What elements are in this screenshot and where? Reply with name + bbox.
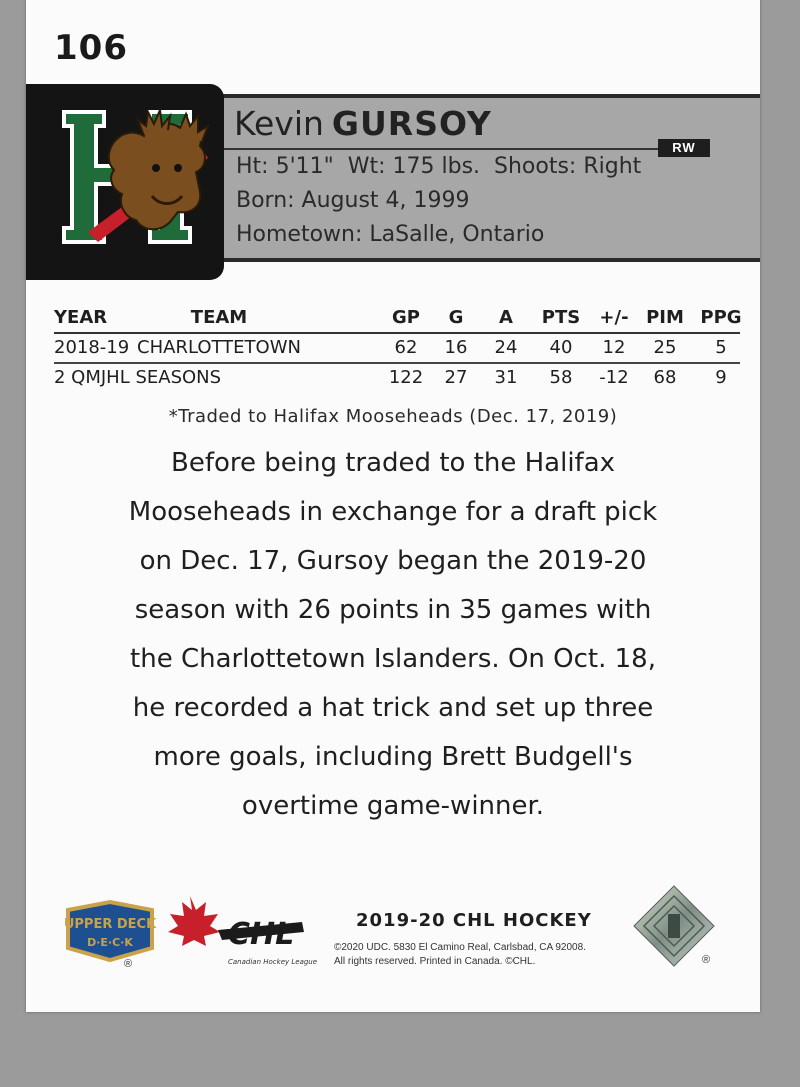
player-name (234, 104, 492, 143)
stats-cell-a: 24 (494, 337, 518, 358)
stats-cell-g: 27 (444, 367, 468, 388)
upper-deck-logo-text: UPPER DECK (63, 917, 157, 932)
blurb-line: Before being traded to the Halifax (170, 448, 616, 478)
stats-header-pts: PTS (541, 307, 581, 328)
stats-cell-ppg: 9 (715, 367, 727, 388)
stats-cell-gp: 62 (394, 337, 418, 358)
chl-logo-text: CHL (228, 917, 295, 952)
blurb-line: Mooseheads in exchange for a draft pick (128, 497, 658, 527)
stats-header-team: TEAM (190, 307, 248, 328)
blurb-line: more goals, including Brett Budgell's (153, 742, 633, 772)
blurb-line: overtime game-winner. (241, 791, 545, 821)
stats-header-ppg: PPG (700, 307, 742, 328)
card-number: 106 (54, 28, 128, 68)
blurb-line: the Charlottetown Islanders. On Oct. 18, (130, 644, 656, 674)
stats-header-g: G (448, 307, 464, 328)
name-divider (224, 148, 706, 150)
bio-hometown: Hometown: LaSalle, Ontario (236, 222, 545, 247)
blurb-line: on Dec. 17, Gursoy began the 2019-20 (139, 546, 647, 576)
stats-cell-pts: 58 (549, 367, 573, 388)
team-logo-panel (26, 84, 224, 280)
stats-header-a: A (499, 307, 513, 328)
trade-note: *Traded to Halifax Mooseheads (Dec. 17, 2019) (168, 406, 618, 427)
bio-born: Born: August 4, 1999 (236, 188, 470, 213)
chl-logo (168, 892, 318, 977)
chl-logo-subtitle: Canadian Hockey League (228, 958, 318, 966)
stats-totals-row (54, 364, 740, 392)
footer-legal-line: ©2020 UDC. 5830 El Camino Real, Carlsbad, CA 92008. (334, 942, 586, 953)
blurb-line: season with 26 points in 35 games with (134, 595, 652, 625)
stats-cell-year: 2018-19 (54, 337, 130, 358)
stats-cell-plus-minus: 12 (602, 337, 626, 358)
upper-deck-logo (64, 902, 156, 969)
position-badge: RW (658, 139, 710, 157)
stats-cell-gp: 122 (388, 367, 424, 388)
hologram-registered-mark: ® (702, 954, 711, 966)
player-last-name: GURSOY (331, 104, 492, 143)
stats-cell-plus-minus: -12 (599, 367, 629, 388)
stats-header-gp: GP (392, 307, 420, 328)
stats-cell-g: 16 (444, 337, 468, 358)
player-first-name: Kevin (234, 104, 324, 143)
blurb-line: he recorded a hat trick and set up three (132, 693, 654, 723)
stats-cell-pim: 68 (653, 367, 677, 388)
stats-cell-team: CHARLOTTETOWN (137, 337, 301, 358)
footer-title: 2019-20 CHL HOCKEY (356, 910, 592, 931)
stats-cell-pim: 25 (653, 337, 677, 358)
stats-table (54, 304, 740, 392)
stats-cell-year: 2 QMJHL SEASONS (54, 367, 222, 388)
stats-cell-pts: 40 (549, 337, 573, 358)
stats-header-year: YEAR (54, 307, 108, 328)
svg-text:D·E·C·K: D·E·C·K (87, 936, 133, 949)
stats-header-pim: PIM (646, 307, 684, 328)
stats-cell-a: 31 (494, 367, 518, 388)
card-back (26, 0, 760, 1012)
bio-measurements: Ht: 5'11" Wt: 175 lbs. Shoots: Right (236, 154, 642, 179)
footer-legal-line: All rights reserved. Printed in Canada. ©CHL. (334, 956, 536, 967)
stats-cell-ppg: 5 (715, 337, 727, 358)
stats-row (54, 334, 740, 364)
stats-header-row (54, 304, 740, 334)
stats-header-plus-minus: +/- (599, 307, 629, 328)
upper-deck-registered-mark: ® (124, 958, 133, 970)
halifax-mooseheads-logo (52, 102, 218, 258)
